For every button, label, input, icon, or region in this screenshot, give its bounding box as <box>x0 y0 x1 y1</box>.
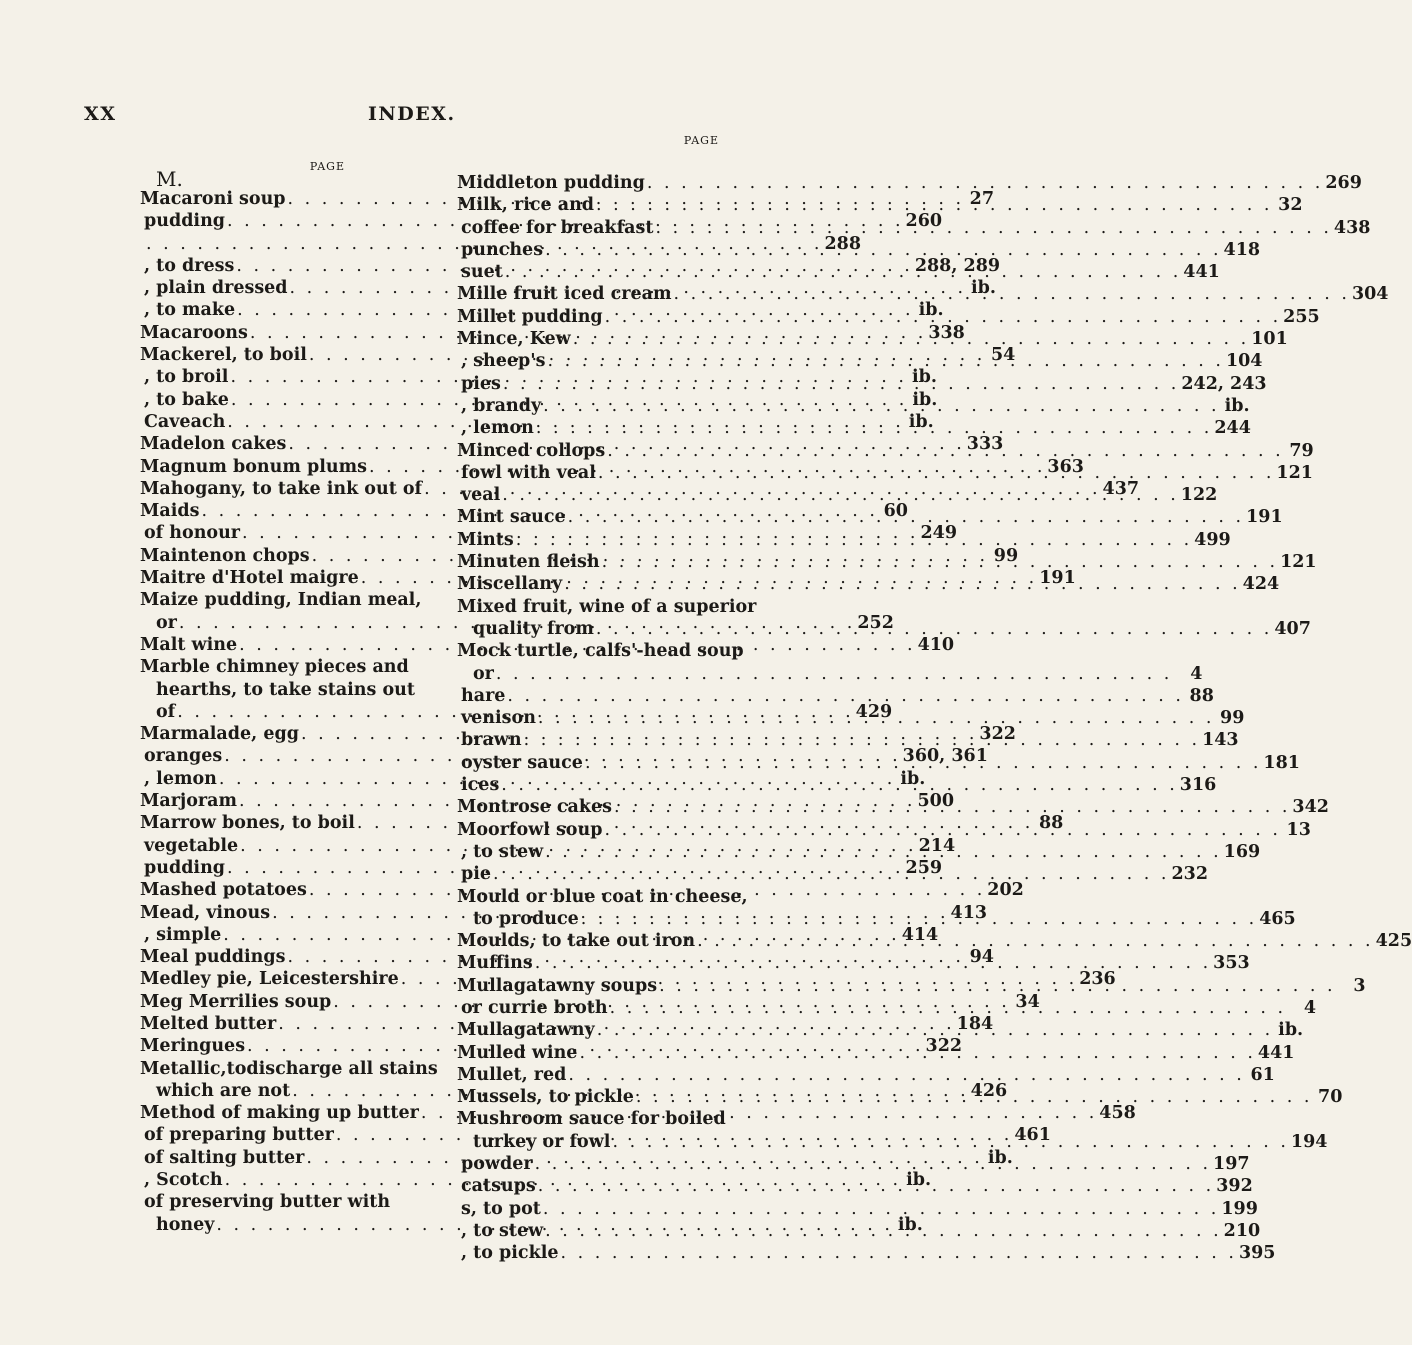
entry-page: 194 <box>1290 1131 1328 1152</box>
entry-text: , to bake <box>144 389 229 410</box>
page-label: PAGE <box>309 160 345 173</box>
entry-text: Mock turtle, calfs'-head soup <box>457 641 744 662</box>
entry-text: brawn <box>461 730 522 751</box>
leader-dots <box>543 841 1223 863</box>
entry-page: 500 <box>917 791 955 812</box>
index-entry <box>457 172 1362 194</box>
entry-text: Miscellany <box>457 574 563 595</box>
entry-text: hearths, to take stains out <box>156 679 415 700</box>
entry-page: 54 <box>990 345 1016 366</box>
leader-dots <box>545 350 1225 372</box>
leader-dots <box>536 707 1216 729</box>
entry-text: Mahogany, to take ink out of <box>140 478 423 499</box>
entry-page: 181 <box>1263 752 1300 773</box>
entry-page: 259 <box>905 857 943 878</box>
leader-dots <box>634 1086 1314 1108</box>
entry-page: 410 <box>917 634 955 655</box>
entry-text: Melted butter <box>140 1013 277 1034</box>
entry-text: Maize pudding, Indian meal, <box>140 590 422 611</box>
entry-text: of honour <box>144 523 241 544</box>
entry-text: Mussels, to pickle <box>457 1087 634 1108</box>
entry-page: 338 <box>928 322 965 343</box>
index-entry <box>140 1058 438 1080</box>
entry-text: , to stew <box>461 841 544 862</box>
entry-page: 441 <box>1257 1042 1295 1063</box>
entry-page: 99 <box>1220 708 1245 729</box>
entry-text: Mullagatawny <box>457 1020 595 1041</box>
entry-text: pies <box>461 373 501 394</box>
leader-dots <box>533 952 1213 974</box>
leader-dots <box>499 774 1179 796</box>
entry-page: 288 <box>824 233 861 254</box>
entry-text: , lemon <box>144 768 217 789</box>
index-entry <box>140 679 415 701</box>
leader-dots <box>603 306 1283 328</box>
entry-page: 199 <box>1221 1198 1258 1219</box>
entry-text: vegetable <box>144 835 239 856</box>
entry-page: 242, 243 <box>1181 373 1267 394</box>
entry-text: , plain dressed <box>144 278 288 299</box>
entry-text: punches <box>461 239 544 260</box>
index-entry <box>457 596 757 618</box>
leader-dots <box>583 752 1263 774</box>
entry-text: Mint sauce <box>457 507 566 528</box>
entry-text: oranges <box>144 746 223 767</box>
entry-text: catsups <box>461 1176 536 1197</box>
entry-page: 392 <box>1216 1176 1253 1197</box>
index-entry <box>140 1191 391 1213</box>
page-header <box>0 103 800 133</box>
entry-page: 99 <box>993 545 1019 566</box>
entry-page: 342 <box>1292 797 1329 818</box>
entry-text: , lemon <box>461 418 534 439</box>
entry-page: 438 <box>1333 217 1371 238</box>
entry-text: Magnum bonum plums <box>140 456 367 477</box>
entry-text: , to stew <box>461 1220 544 1241</box>
entry-text: Moorfowl soup <box>457 819 603 840</box>
entry-text: ices <box>461 775 500 796</box>
leader-dots <box>600 551 1280 573</box>
entry-text: oyster sauce <box>461 752 583 773</box>
entry-page: 465 <box>1259 908 1296 929</box>
entry-page: 88 <box>1189 685 1214 706</box>
entry-text: Mints <box>457 529 514 550</box>
entry-text: fowl with veal <box>461 462 596 483</box>
entry-text: of salting butter <box>144 1147 305 1168</box>
entry-text: Milk, rice and <box>457 195 595 216</box>
entry-page: 13 <box>1286 819 1311 840</box>
index-entry <box>457 886 748 908</box>
entry-page: ib. <box>971 278 997 299</box>
entry-page: 260 <box>905 211 943 232</box>
entry-page: 169 <box>1223 841 1261 862</box>
entry-text: powder <box>461 1154 533 1175</box>
leader-dots <box>534 417 1214 439</box>
entry-text: Marble chimney pieces and <box>140 657 409 678</box>
entry-text: turkey or fowl <box>473 1131 611 1152</box>
entry-text: Meringues <box>140 1036 246 1057</box>
leader-dots <box>522 729 1202 751</box>
entry-text: Mince, Kew <box>457 329 571 350</box>
entry-page: 184 <box>956 1013 994 1034</box>
entry-text: Madelon cakes <box>140 434 287 455</box>
entry-page: 429 <box>855 701 893 722</box>
entry-text: hare <box>461 685 506 706</box>
entry-page: 191 <box>1039 568 1076 589</box>
entry-page: 353 <box>1213 953 1250 974</box>
entry-text: Maitre d'Hotel maigre <box>140 568 359 589</box>
entry-page: 232 <box>1171 864 1209 885</box>
leader-dots <box>500 484 1180 506</box>
entry-page: 104 <box>1225 351 1263 372</box>
entry-text: Metallic,todischarge all stains <box>140 1058 438 1079</box>
entry-page: 461 <box>1014 1125 1051 1146</box>
entry-page: 269 <box>1325 173 1362 193</box>
entry-text: , Scotch <box>144 1170 223 1191</box>
entry-text: suet <box>461 262 503 283</box>
leader-dots <box>505 685 1185 707</box>
entry-text: Minuten fleish <box>457 552 600 573</box>
leader-dots <box>610 1131 1290 1153</box>
entry-page: ib. <box>1278 1020 1304 1041</box>
entry-text: Mulled wine <box>457 1042 578 1063</box>
entry-text: , sheep's <box>461 351 546 372</box>
leader-dots <box>543 1220 1223 1242</box>
index-entry <box>457 685 1214 707</box>
entry-page: 414 <box>901 924 939 945</box>
entry-text: Method of making up butter <box>140 1103 419 1124</box>
page-title: INDEX. <box>368 103 456 125</box>
page-number-roman: XX <box>84 103 117 125</box>
entry-text: Meal puddings <box>140 947 286 968</box>
leader-dots <box>501 373 1181 395</box>
index-entry <box>457 663 1203 685</box>
entry-text: , to dress <box>144 255 235 276</box>
entry-page: 210 <box>1223 1220 1261 1241</box>
leader-dots <box>541 395 1221 417</box>
entry-text: Meg Merrilies soup <box>140 991 332 1012</box>
leader-dots <box>579 908 1259 930</box>
entry-page: 499 <box>1194 529 1231 550</box>
leader-dots <box>494 663 1174 685</box>
leader-dots <box>558 1242 1238 1264</box>
entry-page: 426 <box>970 1080 1008 1101</box>
entry-page: 191 <box>1246 507 1283 528</box>
leader-dots <box>514 529 1194 551</box>
entry-page: ib. <box>911 367 937 388</box>
leader-dots <box>571 328 1251 350</box>
entry-page: 441 <box>1183 262 1220 283</box>
entry-page: 322 <box>979 724 1016 745</box>
leader-dots <box>491 863 1171 885</box>
entry-page: 236 <box>1079 969 1116 990</box>
entry-page: 202 <box>987 880 1024 901</box>
entry-page: 249 <box>920 523 958 544</box>
entry-text: of preparing butter <box>144 1125 334 1146</box>
index-entry <box>457 1108 726 1130</box>
leader-dots <box>645 172 1325 194</box>
entry-page: 101 <box>1251 329 1288 350</box>
page-label: PAGE <box>683 134 719 147</box>
left-column-head <box>140 160 345 191</box>
entry-page: ib. <box>987 1147 1013 1168</box>
entry-text: s, to pot <box>461 1198 541 1219</box>
entry-text: Macaroni soup <box>140 189 286 209</box>
entry-page: 60 <box>883 501 908 522</box>
leader-dots <box>577 1042 1257 1064</box>
entry-text: coffee for breakfast <box>461 217 654 238</box>
leader-dots <box>536 1175 1216 1197</box>
entry-page: 437 <box>1102 478 1140 499</box>
entry-text: , brandy <box>461 395 542 416</box>
leader-dots <box>612 796 1292 818</box>
entry-page: 244 <box>1214 418 1251 439</box>
entry-text: pie <box>461 864 492 885</box>
leader-dots <box>602 819 1282 841</box>
entry-page: 424 <box>1242 574 1280 595</box>
leader-dots <box>596 462 1276 484</box>
entry-page: ib. <box>897 1214 923 1235</box>
entry-text: , to pickle <box>461 1243 559 1264</box>
entry-page: 418 <box>1223 239 1261 260</box>
entry-text: Mashed potatoes <box>140 880 307 901</box>
entry-text: Medley pie, Leicestershire <box>140 969 399 990</box>
entry-text: Millet pudding <box>457 306 603 327</box>
leader-dots <box>594 618 1274 640</box>
entry-page: 316 <box>1179 775 1217 796</box>
index-entry <box>457 640 744 662</box>
entry-text: Moulds, to take out iron <box>457 931 696 952</box>
entry-page: 4 <box>1190 663 1203 684</box>
right-column-head <box>457 134 721 172</box>
leader-dots <box>595 1019 1275 1041</box>
entry-text: to produce <box>473 908 579 929</box>
entry-page: ib. <box>1224 395 1250 416</box>
leader-dots <box>566 1064 1246 1086</box>
entry-page: 407 <box>1274 618 1311 639</box>
entry-text: Mixed fruit, wine of a superior <box>457 596 757 617</box>
entry-page: 304 <box>1351 284 1389 305</box>
entry-text: quality from <box>473 618 594 639</box>
leader-dots <box>695 930 1375 952</box>
entry-text: which are not <box>156 1080 291 1101</box>
entry-page: 252 <box>857 612 894 633</box>
entry-page: 3 <box>1353 975 1366 996</box>
entry-text: Marrow bones, to boil <box>140 813 355 834</box>
entry-text: Muffins <box>457 953 533 974</box>
leader-dots <box>503 261 1183 283</box>
entry-text: Mille fruit iced cream <box>457 284 672 305</box>
entry-text: Minced collops <box>457 440 606 461</box>
entry-text: or <box>156 612 177 633</box>
leader-dots <box>608 997 1288 1019</box>
entry-text: pudding <box>144 211 226 232</box>
entry-page: 363 <box>1047 456 1084 477</box>
entry-text: honey <box>156 1214 215 1235</box>
entry-text: , to make <box>144 300 236 321</box>
index-entry <box>457 1242 1276 1264</box>
entry-text: Mead, vinous <box>140 902 271 923</box>
entry-page: 425 <box>1375 931 1412 952</box>
entry-page: 322 <box>925 1036 963 1057</box>
entry-page: 413 <box>950 902 988 923</box>
entry-page: 94 <box>969 947 994 968</box>
entry-page: 61 <box>1250 1064 1275 1085</box>
leader-dots <box>605 440 1285 462</box>
entry-text: Caveach <box>144 411 226 432</box>
entry-page: 32 <box>1278 195 1303 216</box>
index-entry <box>140 656 409 678</box>
entry-page: 360, 361 <box>902 746 988 767</box>
leader-dots <box>541 1198 1221 1220</box>
entry-page: 27 <box>969 189 995 209</box>
index-entry <box>457 1064 1275 1086</box>
entry-text: or currie broth <box>461 997 608 1018</box>
entry-page: 79 <box>1289 440 1314 461</box>
leader-dots <box>594 194 1274 216</box>
entry-page: 121 <box>1276 462 1313 483</box>
leader-dots <box>533 1153 1213 1175</box>
leader-dots <box>543 239 1223 261</box>
entry-page: 395 <box>1238 1243 1276 1264</box>
entry-page: ib. <box>912 389 938 410</box>
leader-dots <box>653 217 1333 239</box>
entry-text: Mould or blue coat in cheese, <box>457 886 748 907</box>
entry-text: Macaroons <box>140 322 248 343</box>
index-entry <box>457 395 1250 417</box>
entry-page: 88 <box>1038 813 1064 834</box>
entry-page: ib. <box>908 411 934 432</box>
entry-page: ib. <box>906 1170 932 1191</box>
entry-page: ib. <box>918 300 944 321</box>
entry-page: 333 <box>966 434 1004 455</box>
entry-page: 70 <box>1318 1087 1343 1108</box>
entry-text: Marmalade, egg <box>140 724 299 745</box>
leader-dots <box>562 573 1242 595</box>
entry-text: Marjoram <box>140 791 238 812</box>
entry-text: , simple <box>144 924 222 945</box>
index-entry <box>140 589 422 611</box>
leader-dots <box>671 283 1351 305</box>
entry-page: 34 <box>1015 991 1040 1012</box>
entry-page: 458 <box>1099 1103 1136 1124</box>
entry-text: veal <box>461 485 501 506</box>
entry-text: of <box>156 701 176 722</box>
entry-page: 143 <box>1202 730 1239 751</box>
entry-text: Maids <box>140 501 200 522</box>
entry-text: Mushroom sauce for boiled <box>457 1109 726 1130</box>
entry-text: Mullagatawny soups <box>457 975 658 996</box>
entry-page: 214 <box>918 835 956 856</box>
entry-text: pudding <box>144 857 226 878</box>
entry-page: 4 <box>1303 997 1317 1018</box>
entry-text: venison <box>461 708 536 729</box>
section-letter: M. <box>156 167 183 191</box>
entry-page: 121 <box>1280 552 1317 573</box>
entry-page: ib. <box>900 768 926 789</box>
entry-page: 197 <box>1213 1154 1250 1175</box>
entry-text: Montrose cakes <box>457 797 612 818</box>
entry-text: Middleton pudding <box>457 173 645 193</box>
entry-text: Malt wine <box>140 634 238 655</box>
entry-text: , to broil <box>144 367 229 388</box>
entry-text: or <box>473 663 494 684</box>
entry-text: Maintenon chops <box>140 545 310 566</box>
entry-text: Mackerel, to boil <box>140 345 307 366</box>
entry-text: of preserving butter with <box>144 1192 391 1213</box>
entry-text: Mullet, red <box>457 1064 567 1085</box>
entry-page: 122 <box>1180 485 1218 506</box>
leader-dots <box>657 975 1337 997</box>
index-entry <box>457 1198 1258 1220</box>
leader-dots <box>566 506 1246 528</box>
entry-page: 255 <box>1283 306 1320 327</box>
entry-page: 288, 289 <box>914 255 1001 276</box>
